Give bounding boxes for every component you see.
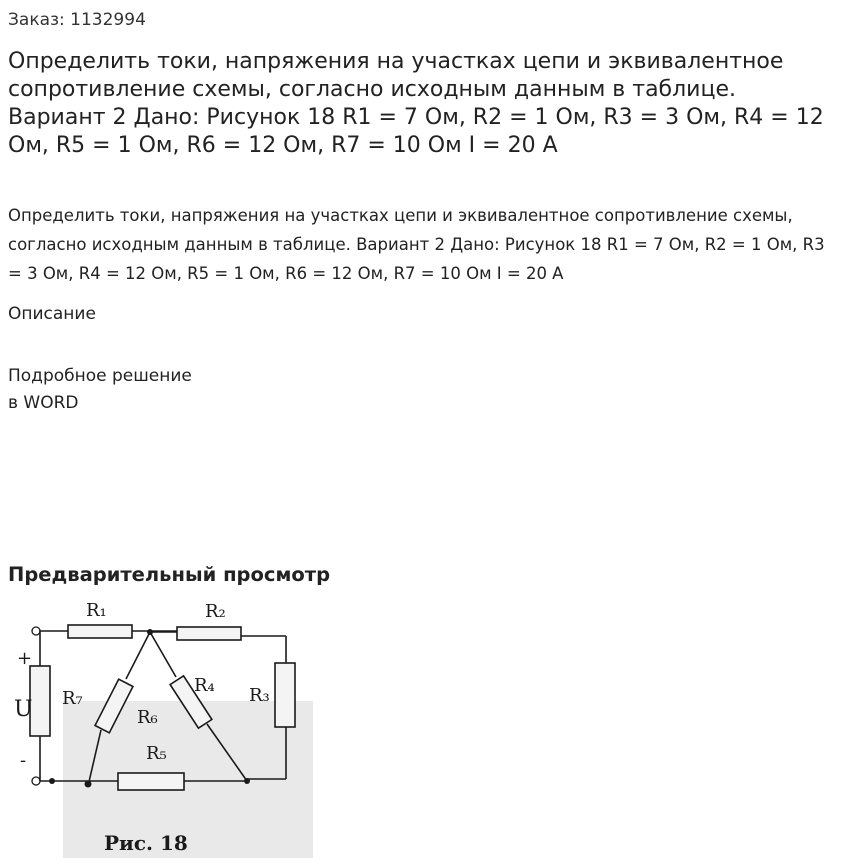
resistor-r2 <box>177 627 241 640</box>
solution-line-1: Подробное решение <box>8 366 192 386</box>
preview-heading: Предварительный просмотр <box>8 563 331 586</box>
label-r6: R₆ <box>137 707 158 728</box>
label-r1: R₁ <box>86 600 107 621</box>
section-label-description: Описание <box>8 304 96 324</box>
label-r5: R₅ <box>146 743 167 764</box>
junction-left <box>49 778 55 784</box>
figure-caption: Рис. 18 <box>104 831 188 855</box>
label-r7: R₇ <box>62 688 83 709</box>
solution-info <box>8 363 192 417</box>
label-r3: R₃ <box>249 685 270 706</box>
resistor-r3 <box>275 663 295 727</box>
resistor-r5 <box>118 773 184 790</box>
junction-bottom-left <box>85 781 92 788</box>
junction-bottom-right <box>244 778 250 784</box>
task-description: Определить токи, напряжения на участках цепи и эквивалентное сопротивление схемы, согласно исходным данным в таблице. Вариант 2 Дано: Рисунок 18 R1 = 7 Ом, R2 = 1 Ом, R3 = 3 Ом, R4 = 12 Ом, R5 = 1 Ом, R6 = 12 Ом, R7 = 10 Ом I = 20 А <box>8 206 825 283</box>
circuit-diagram <box>8 596 313 858</box>
junction-top <box>147 629 153 635</box>
label-plus: + <box>17 648 33 669</box>
page-title: Определить токи, напряжения на участках цепи и эквивалентное сопротивление схемы, согласно исходным данным в таблице. Вариант 2 Дано: Рисунок 18 R1 = 7 Ом, R2 = 1 Ом, R3 = 3 Ом, R4 = 12 Ом, R5 = 1 Ом, R6 = 12 Ом, R7 = 10 Ом I = 20 А <box>8 49 824 158</box>
circuit-figure <box>8 596 313 858</box>
label-minus: - <box>20 750 27 771</box>
solution-line-2: в WORD <box>8 393 79 413</box>
label-r4: R₄ <box>194 675 215 696</box>
label-r2: R₂ <box>205 601 226 622</box>
resistor-r7 <box>30 666 50 736</box>
order-number: Заказ: 1132994 <box>8 10 146 30</box>
label-voltage: U <box>14 697 33 722</box>
resistor-r1 <box>68 625 132 638</box>
